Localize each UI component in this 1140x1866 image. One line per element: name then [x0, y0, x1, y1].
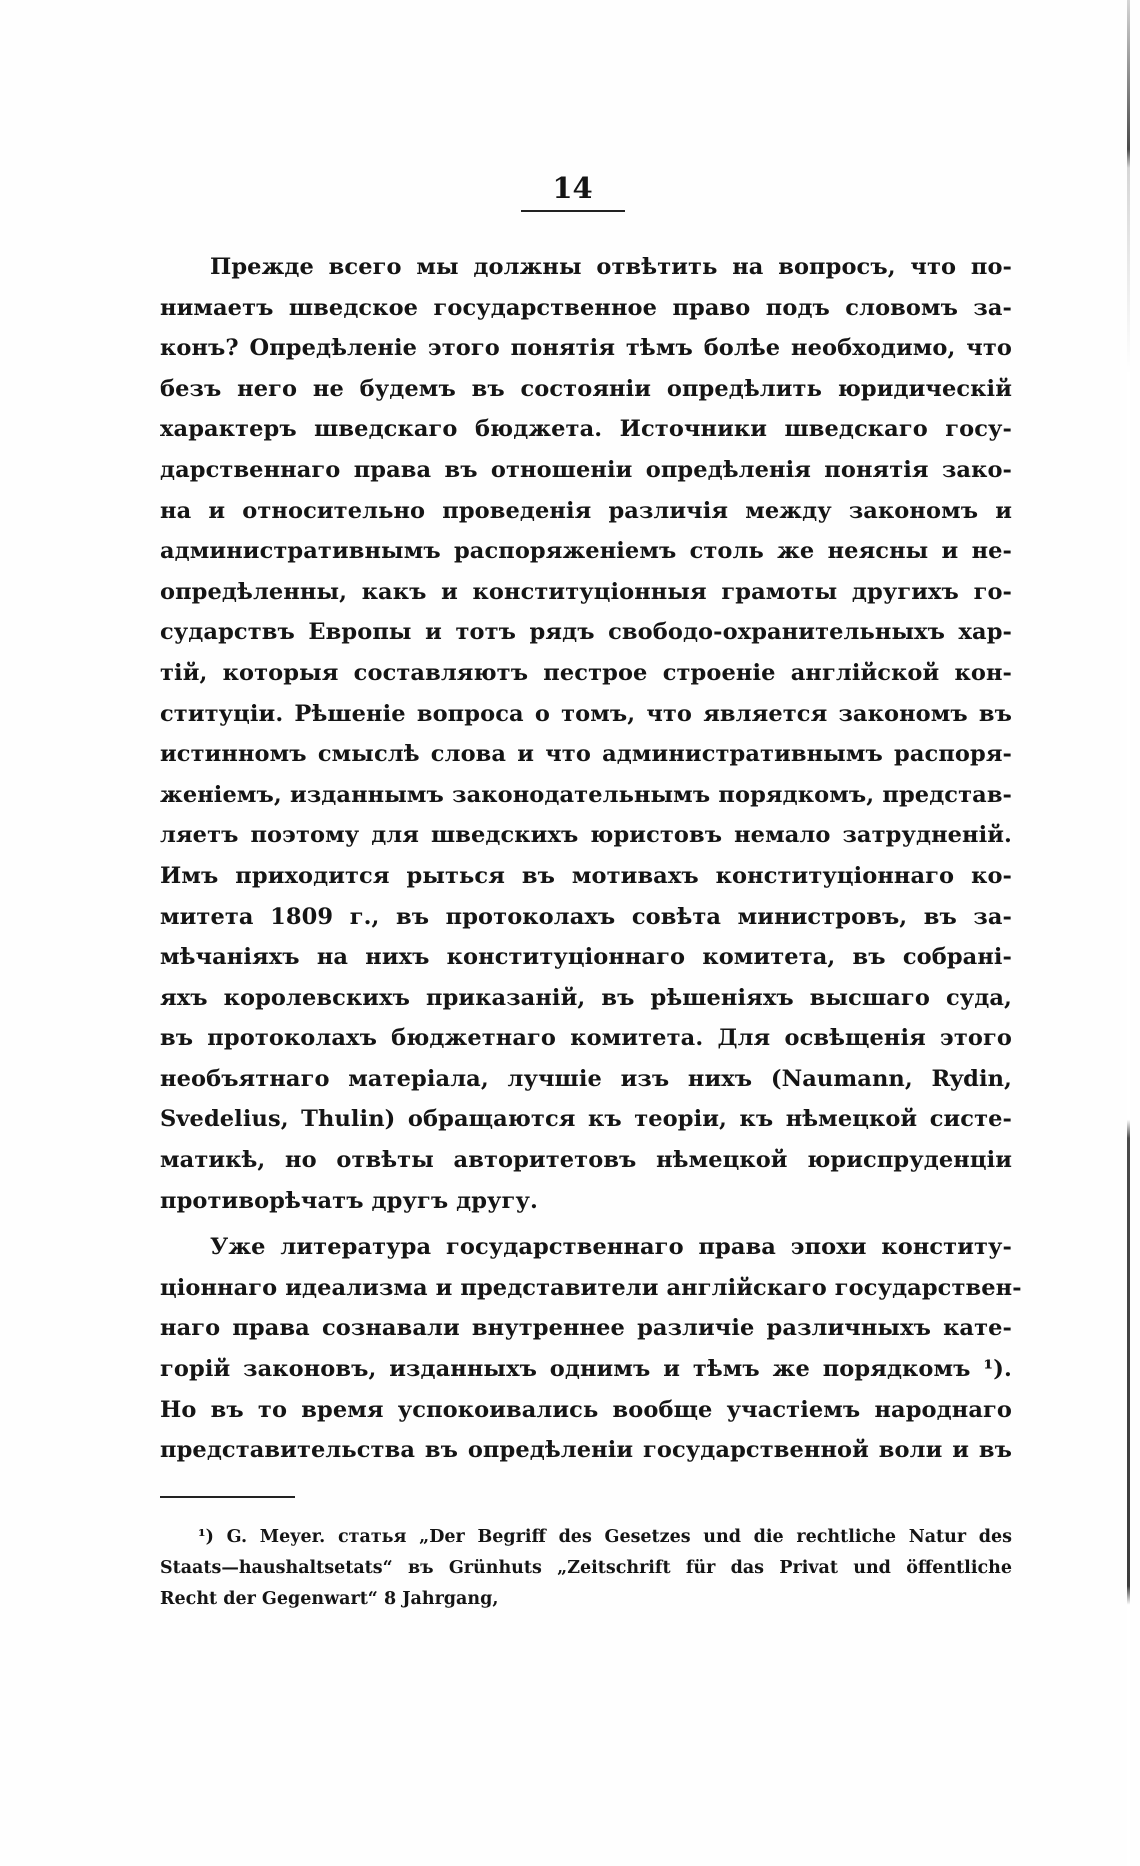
paragraph-2	[160, 1227, 1022, 1471]
text-line: Svedelius, Thulin) обращаются къ теоріи, къ нѣмецкой систе-	[160, 1106, 1012, 1133]
page-number: 14	[552, 171, 593, 205]
main-text	[160, 247, 1022, 1471]
text-line: дарственнаго права въ отношеніи опредѣленія понятія зако-	[160, 456, 1012, 483]
text-line: ціоннаго идеализма и представители англійскаго государствен-	[160, 1274, 1022, 1301]
text-line: конъ? Опредѣленіе этого понятія тѣмъ болѣе необходимо, что	[160, 335, 1012, 362]
text-line: опредѣленны, какъ и конституціонныя грамоты другихъ го-	[160, 578, 1012, 605]
text-line: истинномъ смыслѣ слова и что административнымъ распоря-	[160, 741, 1012, 768]
text-line: безъ него не будемъ въ состояніи опредѣлить юридическій	[160, 375, 1012, 402]
text-line: на и относительно проведенія различія между закономъ и	[160, 497, 1012, 524]
footnote-rule	[160, 1496, 295, 1498]
scan-edge-shadow	[1127, 0, 1130, 1866]
text-line: противорѣчатъ другъ другу.	[160, 1187, 538, 1214]
text-line: административнымъ распоряженіемъ столь же неясны и не-	[160, 538, 1012, 565]
footnote-line: Recht der Gegenwart“ 8 Jahrgang,	[160, 1589, 499, 1609]
text-line: въ протоколахъ бюджетнаго комитета. Для освѣщенія этого	[160, 1025, 1012, 1052]
text-line: представительства въ опредѣленіи государственной воли и въ	[160, 1437, 1012, 1464]
text-line: наго права сознавали внутреннее различіе различныхъ кате-	[160, 1315, 1012, 1342]
text-line: необъятнаго матеріала, лучшіе изъ нихъ (Naumann, Rydin,	[160, 1065, 1012, 1092]
text-line: Уже литература государственнаго права эпохи конститу-	[210, 1234, 1012, 1261]
text-line: ституціи. Рѣшеніе вопроса о томъ, что является закономъ въ	[160, 700, 1012, 727]
text-line: митета 1809 г., въ протоколахъ совѣта министровъ, въ за-	[160, 903, 1012, 930]
text-line: горій законовъ, изданныхъ однимъ и тѣмъ же порядкомъ ¹).	[160, 1356, 1012, 1383]
text-line: Прежде всего мы должны отвѣтить на вопросъ, что по-	[210, 254, 1012, 280]
footnote	[160, 1522, 1012, 1615]
footnote-line: Staats—haushaltsetats“ въ Grünhuts „Zeitschrift für das Privat und öffentliche	[160, 1558, 1012, 1578]
paragraph-1	[160, 247, 1012, 1221]
text-line: Имъ приходится рыться въ мотивахъ конституціоннаго ко-	[160, 862, 1012, 889]
text-line: мѣчаніяхъ на нихъ конституціоннаго комитета, въ собрані-	[160, 944, 1012, 971]
text-line: характеръ шведскаго бюджета. Источники шведскаго госу-	[160, 416, 1012, 443]
text-line: яхъ королевскихъ приказаній, въ рѣшеніяхъ высшаго суда,	[160, 984, 1012, 1011]
text-line: ляетъ поэтому для шведскихъ юристовъ немало затрудненій.	[160, 822, 1012, 849]
text-line: Но въ то время успокоивались вообще участіемъ народнаго	[160, 1396, 1012, 1423]
text-line: сударствъ Европы и тотъ рядъ свободо-охранительныхъ хар-	[160, 619, 1012, 646]
page-number-rule	[521, 210, 625, 212]
text-line: женіемъ, изданнымъ законодательнымъ порядкомъ, представ-	[160, 781, 1012, 808]
text-line: матикѣ, но отвѣты авторитетовъ нѣмецкой юриспруденціи	[160, 1147, 1012, 1174]
text-line: нимаетъ шведское государственное право подъ словомъ за-	[160, 294, 1012, 321]
footnote-line: ¹) G. Meyer. статья „Der Begriff des Gesetzes und die rechtliche Natur des	[198, 1527, 1012, 1547]
text-line: тій, которыя составляютъ пестрое строеніе англійской кон-	[160, 659, 1012, 686]
